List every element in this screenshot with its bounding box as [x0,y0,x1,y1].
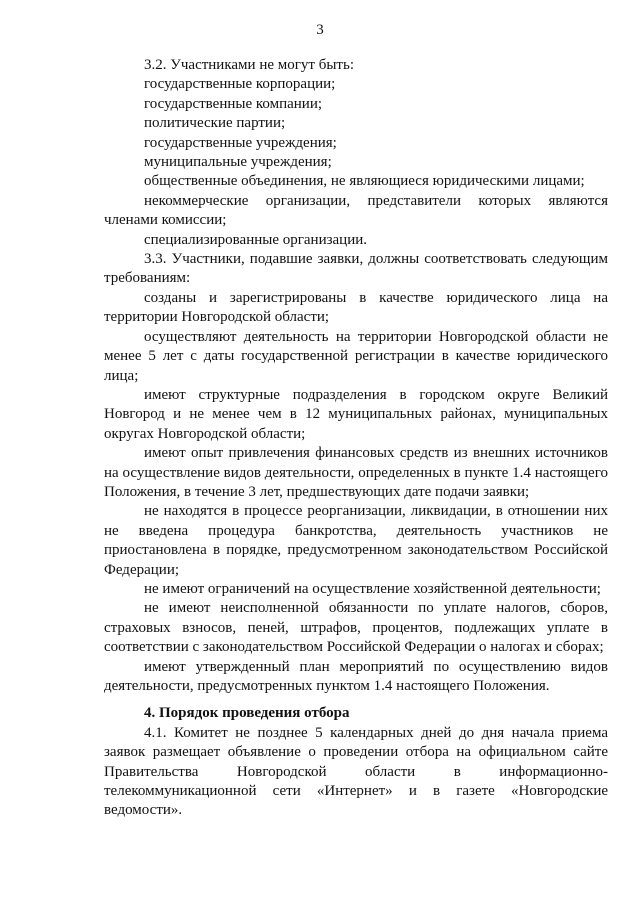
list-item: специализированные организации. [144,231,368,248]
list-item: осуществляют деятельность на территории Новгородской области не менее 5 лет с даты государственной регистрации в качестве юридического лица; [104,328,608,384]
document-body [104,56,608,821]
list-item: общественные объединения, не являющиеся юридическими лицами; [144,173,585,190]
paragraph: 3.2. Участниками не могут быть: [144,57,354,73]
list-item: созданы и зарегистрированы в качестве юридического лица на территории Новгородской области; [104,289,608,326]
list-item: не имеют ограничений на осуществление хозяйственной деятельности; [144,580,601,597]
list-item: муниципальные учреждения; [144,154,332,171]
list-item: имеют утвержденный план мероприятий по осуществлению видов деятельности, предусмотренных пунктом 1.4 настоящего Положения. [104,658,608,694]
section-heading: 4. Порядок проведения отбора [144,705,350,722]
list-item: некоммерческие организации, представители которых являются членами комиссии; [104,192,608,229]
list-item: государственные компании; [144,95,323,112]
list-item: имеют структурные подразделения в городском округе Великий Новгород и не менее чем в 12 муниципальных районах, муниципальных округах Новгородской области; [104,386,608,442]
list-item: имеют опыт привлечения финансовых средств из внешних источников на осуществление видов деятельности, определенных в пункте 1.4 настоящего Положения, в течение 3 лет, предшествующих дате подачи заявки; [104,445,608,500]
paragraph: 4.1. Комитет не позднее 5 календарных дней до дня начала приема заявок размещает объявление о проведении отбора на официальном сайте Правительства Новгородской области в информационно-телекоммуникационной сети «Интернет» и в газете «Новгородские ведомости». [104,724,608,819]
page-number: 3 [316,22,324,38]
list-item: государственные корпорации; [144,76,336,93]
list-item: политические партии; [144,115,286,132]
list-item: государственные учреждения; [144,134,337,151]
paragraph: 3.3. Участники, подавшие заявки, должны соответствовать следующим требованиям: [104,251,608,287]
list-item: не находятся в процессе реорганизации, ликвидации, в отношении них не введена процедура банкротства, деятельность участников не приостановлена в порядке, предусмотренном законодательством Российской Федерации; [104,503,608,578]
list-item: не имеют неисполненной обязанности по уплате налогов, сборов, страховых взносов, пеней, штрафов, процентов, подлежащих уплате в соответствии с законодательством Российской Федерации о налогах и сборах; [104,600,608,656]
